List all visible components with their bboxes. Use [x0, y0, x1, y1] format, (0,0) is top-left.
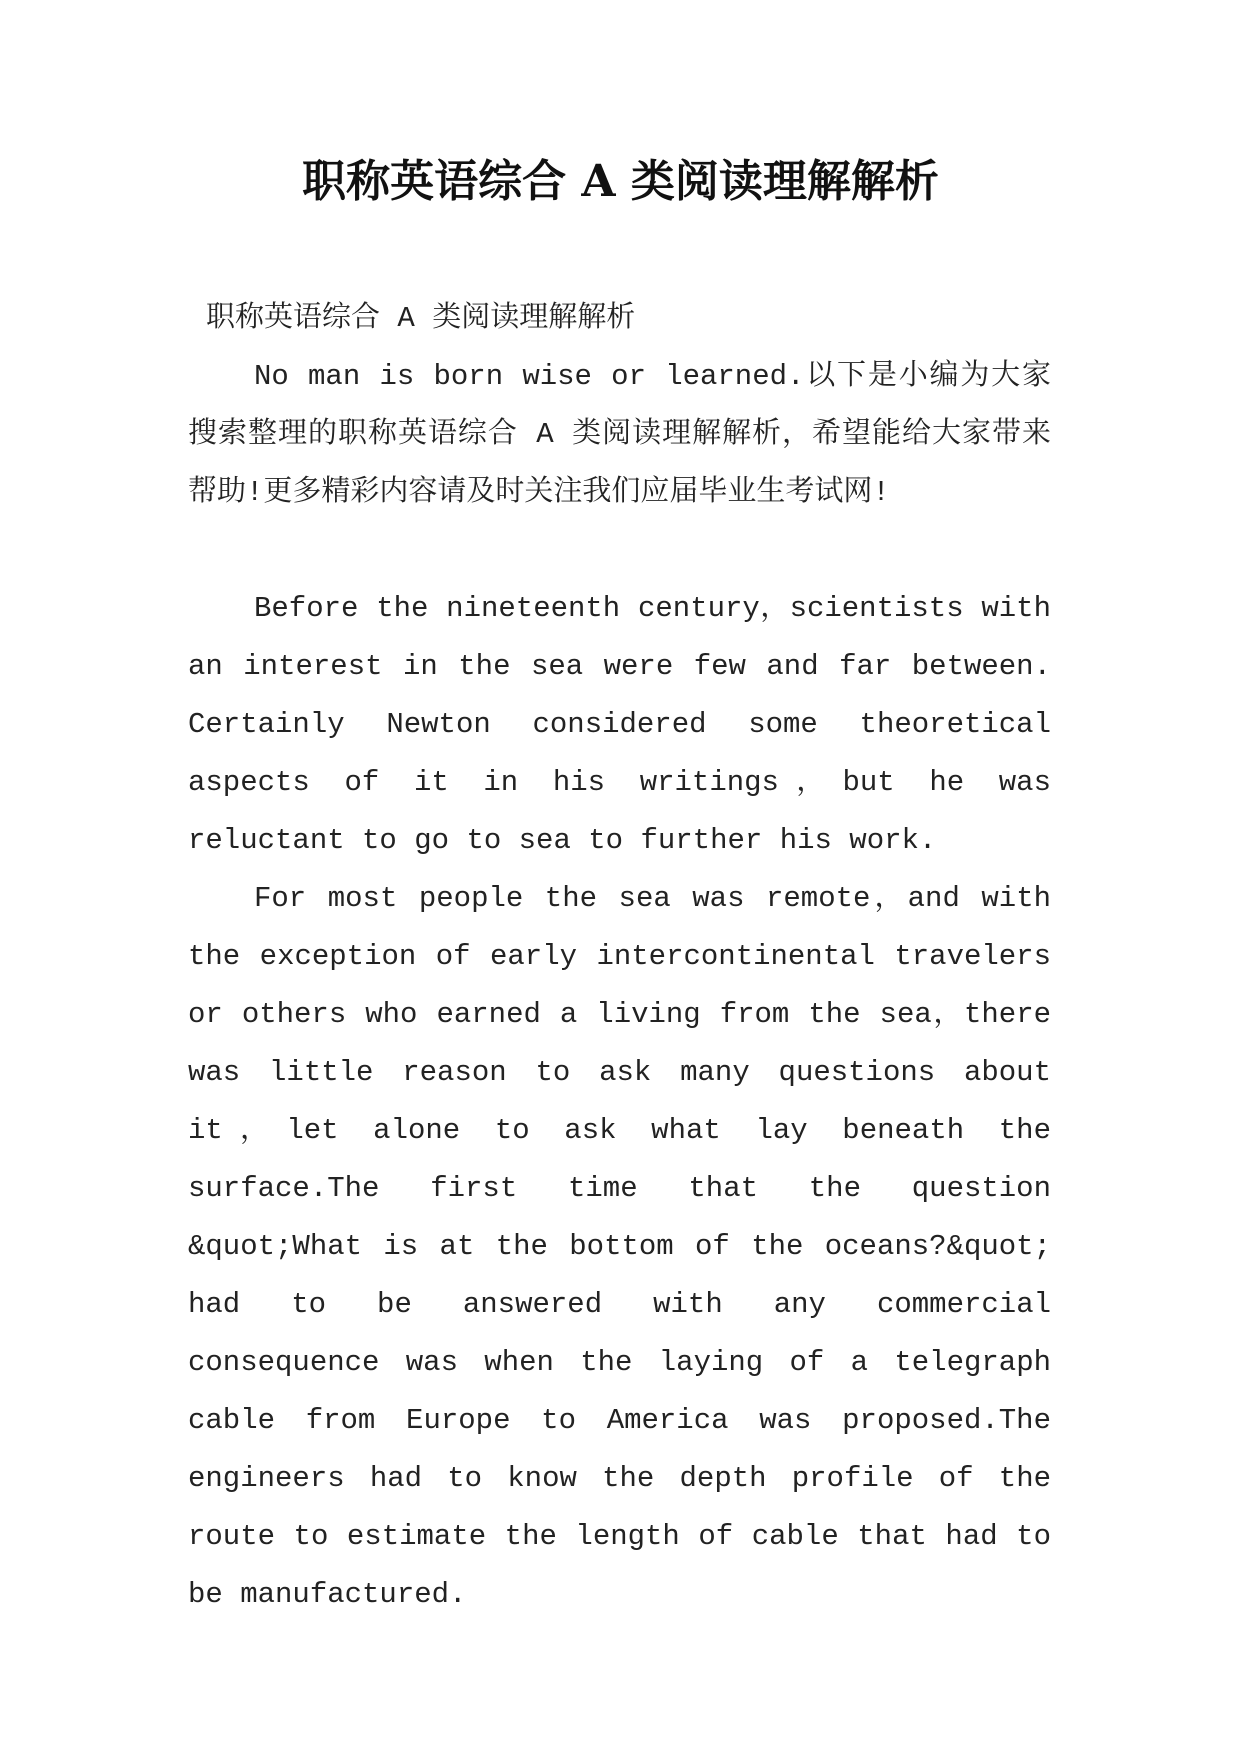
body-paragraph: For most people the sea was remote，and with the exception of early intercontinental travelers or others who earned a living from the sea，there was little reason to ask many questions about it，let alone to ask what lay beneath the surface.The first time that the question &quot;What is at the bottom of the oceans?&quot; had to be answered with any commercial consequence was when the laying of a telegraph cable from Europe to America was proposed.The engineers had to know the depth profile of the route to estimate the length of cable that had to be manufactured. — [188, 882, 1051, 1611]
document-body — [188, 290, 1051, 1624]
document-subtitle: 职称英语综合 A 类阅读理解解析 — [206, 302, 636, 335]
body-paragraph: Before the nineteenth century，scientists with an interest in the sea were few and far between. Certainly Newton considered some theoretical aspects of it in his writings，but he was reluctant to go to sea to further his work. — [188, 592, 1051, 857]
intro-paragraph: No man is born wise or learned.以下是小编为大家搜索整理的职称英语综合 A 类阅读理解解析，希望能给大家带来帮助!更多精彩内容请及时关注我们应届毕业生考试网! — [188, 360, 1051, 509]
paragraph-spacer — [188, 522, 1051, 580]
document-title: 职称英语综合 A 类阅读理解解析 — [302, 156, 939, 207]
